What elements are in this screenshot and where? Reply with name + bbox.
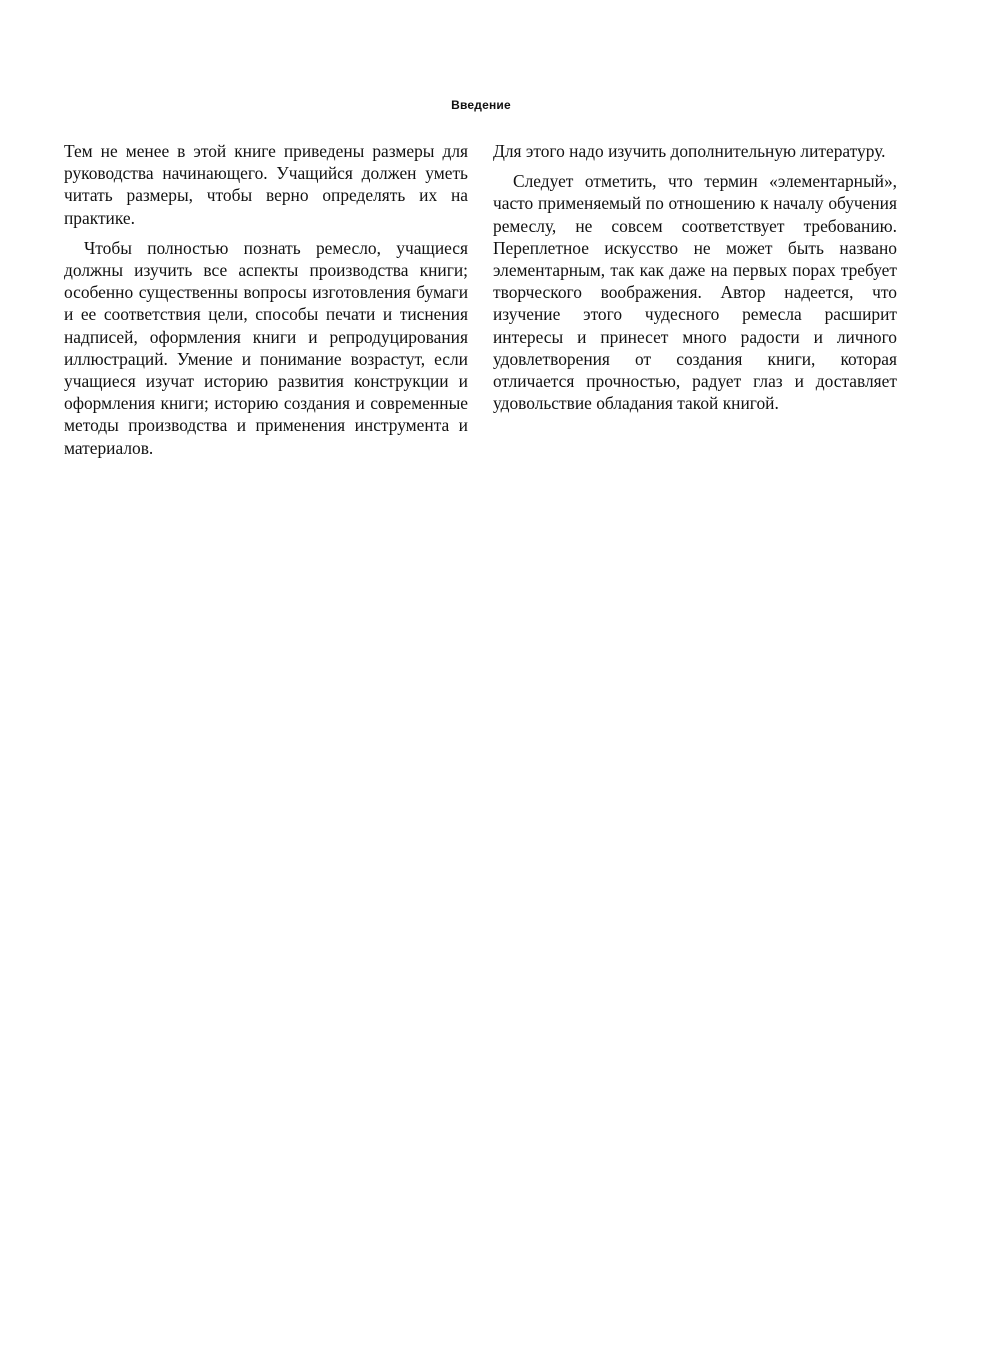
paragraph-continuation: Для этого надо изучить дополнительную литературу.	[493, 141, 886, 161]
paragraph: Чтобы полностью познать ремесло, учащиеся должны изучить все аспекты производства книги; особенно существенны вопросы изготовления бумаги и ее соответствия цели, способы печати и тиснения надписей, оформления книги и репродуцирования иллюстраций. Умение и понимание возрастут, если учащиеся изучат историю развития конструкции и оформления книги; историю создания и современные методы производства и применения инструмента и материалов.	[64, 237, 468, 458]
left-column	[64, 140, 468, 459]
paragraph: Следует отметить, что термин «элементарный», часто применяемый по отношению к началу обучения ремеслу, не совсем соответствует требованию. Переплетное искусство не может быть названо элементарным, так как даже на первых порах требует творческого воображения. Автор надеется, что изучение этого чудесного ремесла расширит интересы и принесет много радости и личного удовлетворения от создания книги, которая отличается прочностью, радует глаз и доставляет удовольствие обладания такой книгой.	[493, 171, 897, 414]
running-head: Введение	[451, 98, 511, 112]
paragraph: Тем не менее в этой книге приведены размеры для руководства начинающего. Учащийся должен уметь читать размеры, чтобы верно определять их на практике.	[64, 141, 468, 228]
right-column	[493, 140, 897, 414]
